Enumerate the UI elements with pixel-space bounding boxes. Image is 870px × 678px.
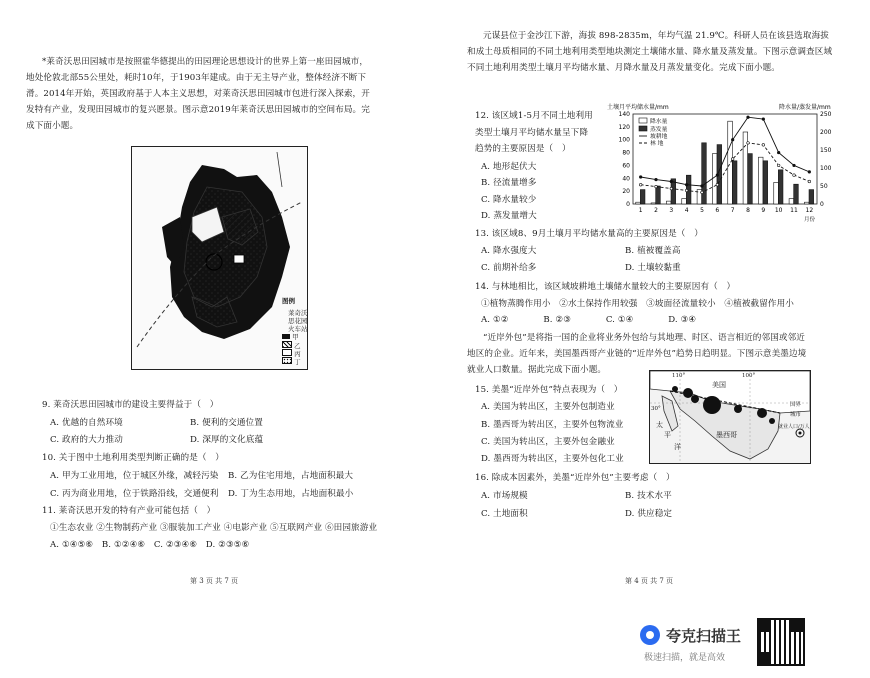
slope-farmland-point bbox=[747, 116, 750, 119]
precip-bar bbox=[758, 157, 763, 204]
intro-line: 不同土地利用类型土壤月平均储水量、月降水量及月蒸发量变化。完成下面小题。 bbox=[467, 63, 780, 73]
month-tick-label: 1 bbox=[638, 207, 643, 214]
slope-farmland-point bbox=[701, 185, 704, 188]
map-lon-label: 100° bbox=[742, 373, 756, 379]
month-tick-label: 2 bbox=[654, 207, 658, 214]
q15-option-a: A. 美国为转出区，主要外包制造业 bbox=[481, 402, 615, 412]
q10-option-b: B. 乙为住宅用地，占地面积最大 bbox=[228, 471, 354, 481]
q11-options: ①生态农业 ②生物制药产业 ③服装加工产业 ④电影产业 ⑤互联网产业 ⑥田园旅游业 bbox=[50, 523, 378, 533]
map-lat-label: 30° bbox=[651, 406, 661, 412]
q12-option-d: D. 蒸发量增大 bbox=[481, 211, 537, 221]
q12-option-c: C. 降水量较少 bbox=[481, 195, 537, 205]
evap-bar bbox=[809, 190, 814, 204]
map-legend-item: 乙 bbox=[294, 342, 301, 350]
q9-option-c: C. 政府的大力推动 bbox=[50, 435, 123, 445]
left-tick-label: 120 bbox=[618, 123, 630, 131]
map-legend-item: 莱奇沃 bbox=[288, 309, 308, 317]
q14-options: ①植物蒸腾作用小 ②水土保持作用较强 ③坡面径流量较小 ④植被截留作用小 bbox=[481, 299, 794, 309]
evap-bar bbox=[732, 161, 737, 204]
precip-bar bbox=[728, 121, 733, 204]
precip-bar bbox=[789, 199, 794, 204]
page-footer: 第 3 页 共 7 页 bbox=[190, 577, 239, 585]
scanner-brand bbox=[640, 622, 750, 662]
map-lon-label: 110° bbox=[672, 373, 686, 379]
q16-option-a: A. 市场规模 bbox=[481, 491, 528, 501]
month-tick-label: 10 bbox=[774, 207, 783, 214]
month-tick-label: 12 bbox=[805, 207, 814, 214]
map-legend-border: 国界 bbox=[790, 402, 802, 408]
forest-point bbox=[639, 183, 642, 186]
q12-line: 12. 该区域1-5月不同土地利用 bbox=[475, 111, 593, 121]
month-tick-label: 7 bbox=[730, 207, 735, 214]
map-legend-item: 甲 bbox=[292, 333, 299, 341]
x-axis-label: 月份 bbox=[803, 217, 815, 223]
q10-option-a: A. 甲为工业用地，位于城区外缘，减轻污染 bbox=[50, 471, 219, 481]
forest-point bbox=[731, 158, 734, 161]
right-tick-label: 250 bbox=[820, 111, 832, 118]
page-footer: 第 4 页 共 7 页 bbox=[625, 577, 674, 585]
legend-forest-label: 林 地 bbox=[650, 141, 664, 147]
map-legend-city: 城市 bbox=[790, 412, 802, 418]
slope-farmland-point bbox=[716, 174, 719, 177]
map-legend-title: 图例 bbox=[282, 297, 295, 305]
intro-line: 发特有产业，发现田园城市的复兴愿景。图示意2019年莱奇沃思田园城市的空间布局。完 bbox=[26, 105, 370, 115]
evap-bar bbox=[794, 184, 799, 204]
right-axis-label: 降水量/蒸发量/mm bbox=[779, 104, 831, 111]
precip-bar bbox=[682, 199, 687, 204]
slope-farmland-point bbox=[639, 176, 642, 179]
q10-option-d: D. 丁为生态用地，占地面积最小 bbox=[228, 489, 354, 499]
legend-precip-swatch bbox=[639, 118, 647, 123]
q15-option-b: B. 墨西哥为转出区，主要外包物流业 bbox=[481, 420, 624, 430]
city-layout-map bbox=[132, 147, 307, 369]
q13-option-d: D. 土壤较黏重 bbox=[625, 263, 681, 273]
map-legend-item: 丙 bbox=[294, 350, 301, 358]
left-tick-label: 60 bbox=[622, 162, 630, 170]
right-page bbox=[435, 0, 870, 678]
precip-bar bbox=[651, 203, 656, 204]
right-tick-label: 200 bbox=[820, 129, 832, 136]
brand-logo-icon-inner bbox=[646, 631, 654, 639]
q16-option-c: C. 土地面积 bbox=[481, 509, 528, 519]
map-label-mexico: 墨西哥 bbox=[716, 431, 737, 439]
q13-option-c: C. 前期补给多 bbox=[481, 263, 537, 273]
q15-option-d: D. 墨西哥为转出区，主要外包化工业 bbox=[481, 454, 624, 464]
precip-bar bbox=[774, 182, 779, 204]
map-legend-item: 丁 bbox=[294, 358, 301, 366]
slope-farmland-point bbox=[655, 178, 658, 181]
passage-line: 就业人口数量。据此完成下面小题。 bbox=[467, 365, 607, 375]
q11-answers: A. ①④⑤⑥ B. ①②④⑥ C. ②③④⑥ D. ②③⑤⑥ bbox=[50, 540, 250, 550]
evap-bar bbox=[763, 161, 768, 204]
mexico-us-map bbox=[649, 370, 811, 464]
q10-stem: 10. 关于图中土地利用类型判断正确的是（ ） bbox=[42, 453, 224, 463]
right-tick-label: 0 bbox=[820, 201, 824, 208]
intro-line: 成下面小题。 bbox=[26, 121, 79, 131]
precip-bar bbox=[666, 201, 671, 204]
left-tick-label: 40 bbox=[622, 175, 630, 183]
brand-slogan: 极速扫描，就是高效 bbox=[644, 653, 726, 663]
slope-farmland-point bbox=[808, 171, 811, 174]
q9-option-d: D. 深厚的文化底蕴 bbox=[190, 435, 264, 445]
right-tick-label: 150 bbox=[820, 147, 832, 154]
letchworth-map bbox=[131, 146, 308, 370]
q14-stem: 14. 与林地相比，该区域坡耕地土壤储水量较大的主要原因有（ ） bbox=[475, 282, 736, 292]
forest-line bbox=[641, 143, 810, 193]
passage-line: “近岸外包”是将指一国的企业将业务外包给与其地理、时区、语言相近的邻国或邻近 bbox=[483, 333, 805, 343]
legend-farmland-label: 坡耕地 bbox=[650, 134, 668, 140]
left-tick-label: 100 bbox=[618, 136, 630, 144]
precip-bar bbox=[804, 202, 809, 204]
forest-point bbox=[762, 144, 765, 147]
intro-line: 和成土母质相同的不同土地利用类型地块测定土壤储水量、降水量及蒸发量。下图示意调查区域 bbox=[467, 47, 833, 57]
precip-bar bbox=[636, 202, 641, 204]
q12-line: 类型土壤月平均储水量呈下降 bbox=[475, 128, 589, 138]
map-label-pacific: 洋 bbox=[674, 443, 681, 451]
forest-point bbox=[716, 183, 719, 186]
slope-farmland-point bbox=[762, 118, 765, 121]
forest-point bbox=[670, 187, 673, 190]
q12-option-a: A. 地形起伏大 bbox=[481, 162, 537, 172]
slope-farmland-point bbox=[777, 151, 780, 154]
left-tick-label: 140 bbox=[618, 111, 630, 118]
map-label-us: 美国 bbox=[712, 381, 726, 389]
q9-option-b: B. 便利的交通位置 bbox=[190, 418, 263, 428]
month-tick-label: 9 bbox=[761, 207, 766, 214]
month-tick-label: 8 bbox=[746, 207, 750, 214]
slope-farmland-point bbox=[670, 180, 673, 183]
brand-name: 夸克扫描王 bbox=[666, 627, 742, 645]
month-tick-label: 3 bbox=[669, 207, 674, 214]
intro-line: 地处伦敦北部55公里处，耗时10年，于1903年建成。由于无主导产业，整体经济不断下 bbox=[26, 73, 367, 83]
q12-line: 趋势的主要原因是（ ） bbox=[475, 144, 571, 154]
q15-stem: 15. 美墨“近岸外包”特点表现为（ ） bbox=[475, 385, 623, 395]
q11-stem: 11. 莱奇沃思开发的特有产业可能包括（ ） bbox=[42, 506, 216, 516]
passage-line: 地区的企业。近年来，美国墨西哥产业链的“近岸外包”趋势日趋明显。下图示意美墨边境 bbox=[467, 349, 807, 359]
storage-precip-chart bbox=[605, 100, 845, 225]
evap-bar bbox=[778, 170, 783, 204]
map-label-pacific: 平 bbox=[664, 431, 671, 439]
slope-farmland-point bbox=[731, 138, 734, 141]
forest-point bbox=[701, 191, 704, 194]
q16-option-b: B. 技术水平 bbox=[625, 491, 672, 501]
q12-option-b: B. 径流量增多 bbox=[481, 178, 537, 188]
map-legend-population: 就业人口/万人 bbox=[778, 424, 810, 430]
slope-farmland-point bbox=[685, 183, 688, 186]
q13-option-b: B. 植被覆盖高 bbox=[625, 246, 681, 256]
q14-answers: A. ①② B. ②③ C. ①④ D. ③④ bbox=[481, 315, 697, 325]
evap-bar bbox=[656, 186, 661, 204]
forest-point bbox=[655, 185, 658, 188]
intro-line: *莱奇沃思田园城市是按照霍华德提出的田园理论思想设计的世界上第一座田园城市， bbox=[42, 57, 369, 67]
q15-option-c: C. 美国为转出区，主要外包金融业 bbox=[481, 437, 615, 447]
q10-option-c: C. 丙为商业用地，位于铁路沿线，交通便利 bbox=[50, 489, 219, 499]
left-tick-label: 20 bbox=[622, 188, 630, 196]
legend-swatch-ding bbox=[282, 357, 301, 366]
month-tick-label: 5 bbox=[700, 207, 704, 214]
q16-stem: 16. 除成本因素外，美墨“近岸外包”主要考虑（ ） bbox=[475, 473, 675, 483]
month-tick-label: 4 bbox=[684, 207, 689, 214]
map-legend-item: 火车站 bbox=[288, 325, 308, 333]
forest-point bbox=[747, 142, 750, 145]
legend-precip-label: 降水量 bbox=[650, 119, 668, 125]
right-tick-label: 50 bbox=[820, 183, 828, 190]
legend-swatch-jia bbox=[282, 333, 299, 341]
month-tick-label: 6 bbox=[715, 207, 720, 214]
evap-bar bbox=[640, 190, 645, 204]
legend-evap-label: 蒸发量 bbox=[650, 127, 668, 133]
right-tick-label: 100 bbox=[820, 165, 832, 172]
left-tick-label: 80 bbox=[622, 149, 630, 157]
q9-stem: 9. 莱奇沃思田园城市的建设主要得益于（ ） bbox=[42, 400, 219, 410]
q13-option-a: A. 降水强度大 bbox=[481, 246, 537, 256]
map-legend-item: 思花园 bbox=[288, 317, 308, 325]
q16-option-d: D. 供应稳定 bbox=[625, 509, 673, 519]
left-axis-label: 土壤月平均储水量/mm bbox=[607, 104, 669, 111]
legend-evap-swatch bbox=[639, 126, 647, 131]
map-label-pacific: 太 bbox=[656, 421, 663, 429]
forest-point bbox=[808, 180, 811, 183]
left-tick-label: 0 bbox=[626, 201, 630, 208]
forest-point bbox=[685, 189, 688, 192]
q13-stem: 13. 该区域8、9月土壤月平均储水量高的主要原因是（ ） bbox=[475, 229, 703, 239]
intro-line: 元谋县位于金沙江下游，海拔 898-2835m，年均气温 21.9℃。科研人员在该县选取海拔 bbox=[483, 31, 829, 41]
precip-bar bbox=[712, 154, 717, 204]
evap-bar bbox=[702, 143, 707, 204]
qr-code bbox=[757, 618, 805, 666]
forest-point bbox=[777, 164, 780, 167]
slope-farmland-point bbox=[793, 164, 796, 167]
intro-line: 滑。2014年开始，英国政府基于人本主义思想，对莱奇沃思田园城市包进行深入探索，开 bbox=[26, 89, 370, 99]
q9-option-a: A. 优越的自然环境 bbox=[50, 418, 123, 428]
month-tick-label: 11 bbox=[790, 207, 798, 214]
forest-point bbox=[793, 174, 796, 177]
evap-bar bbox=[748, 154, 753, 204]
